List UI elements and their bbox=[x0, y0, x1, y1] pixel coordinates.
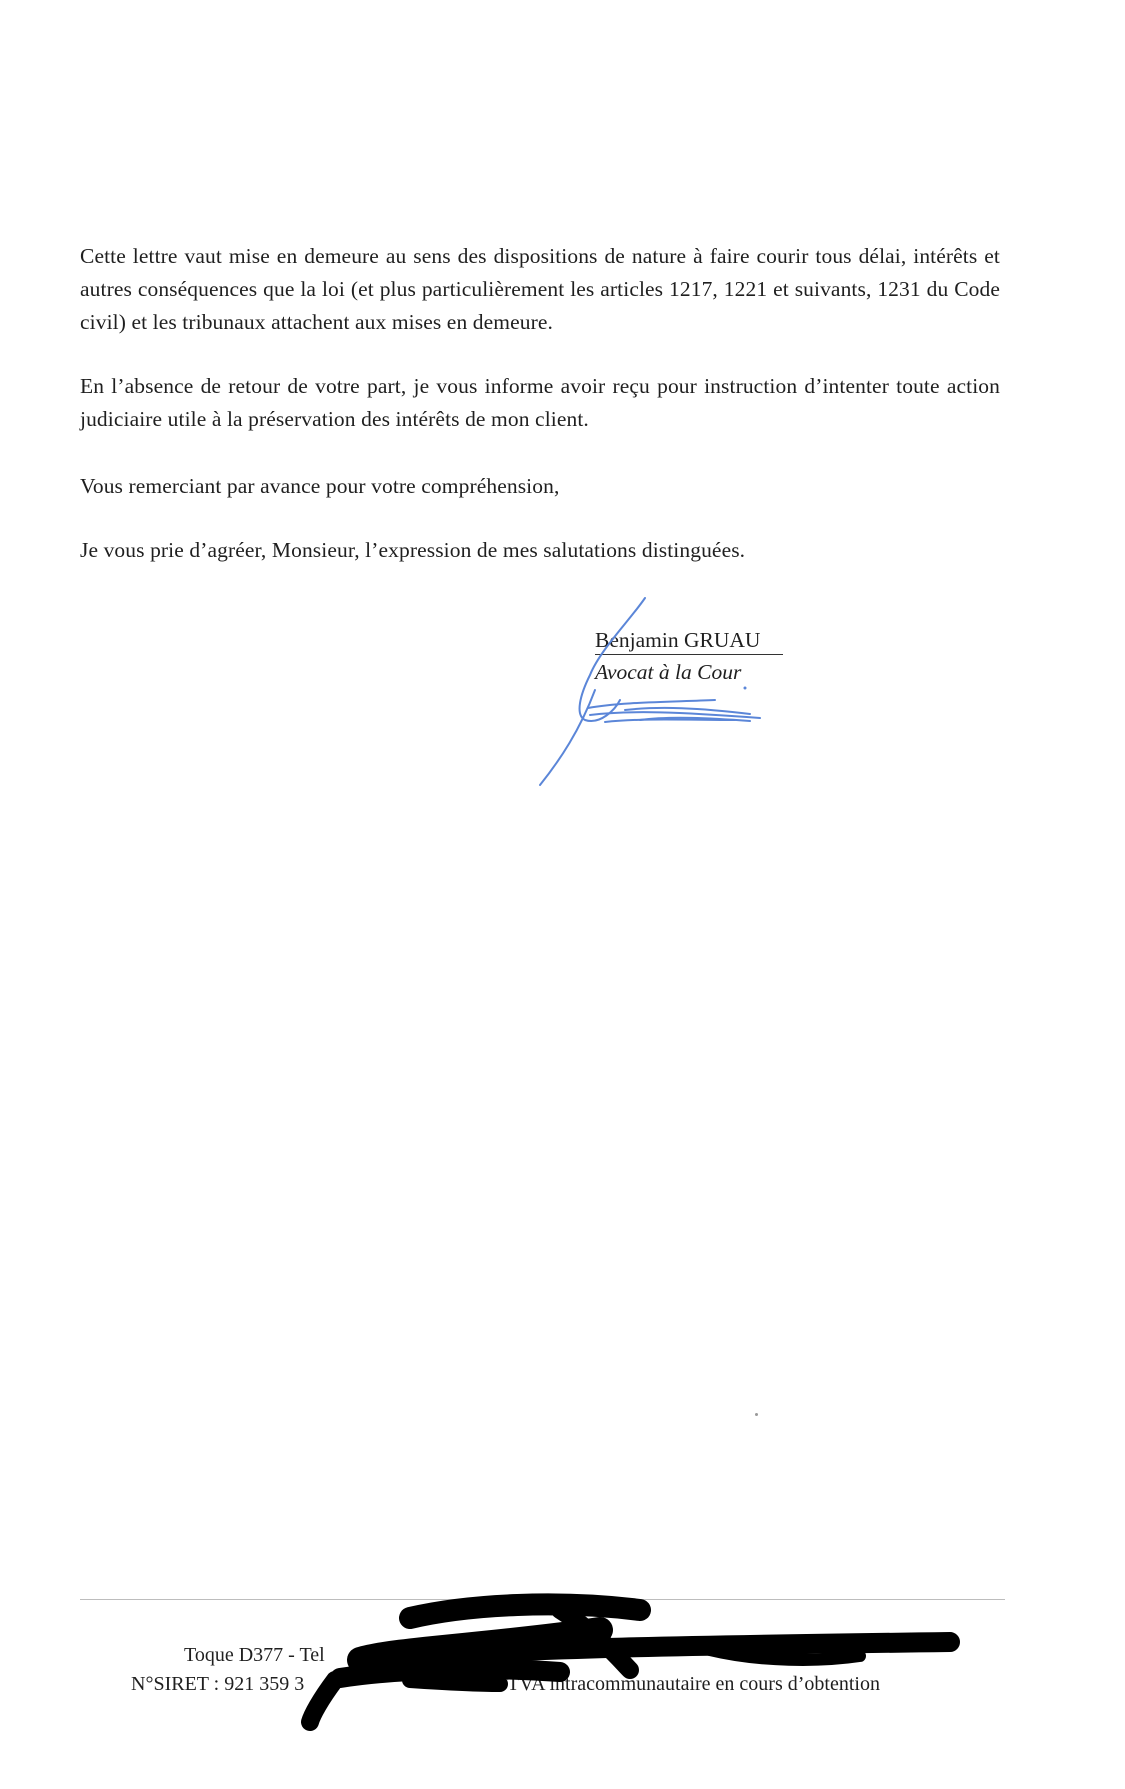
signatory-name: Benjamin GRUAU bbox=[595, 628, 761, 652]
footer-tva-text: N° TVA intracommunautaire en cours d’obtention bbox=[480, 1673, 880, 1695]
paragraph-closing: Je vous prie d’agréer, Monsieur, l’expression de mes salutations distinguées. bbox=[80, 538, 746, 562]
signatory-title: Avocat à la Cour bbox=[595, 660, 742, 684]
speck-dot bbox=[755, 1413, 758, 1416]
redaction-marks bbox=[300, 1590, 980, 1740]
paragraph-thanks: Vous remerciant par avance pour votre compréhension, bbox=[80, 474, 560, 498]
paragraph-legal-action: En l’absence de retour de votre part, je vous informe avoir reçu pour instruction d’intenter toute action judiciaire utile à la préservation des intérêts de mon client. bbox=[80, 374, 1000, 431]
handwritten-signature bbox=[520, 590, 780, 790]
footer-siret-line: N°SIRET : 921 359 3 bbox=[131, 1673, 305, 1695]
footer-contact-line: Toque D377 - Tel bbox=[184, 1644, 325, 1666]
paragraph-formal-notice: Cette lettre vaut mise en demeure au sens des dispositions de nature à faire courir tous délai, intérêts et autres conséquences que la loi (et plus particulièrement les articles 1217, 1221 et suivants, 1231 du Code civil) et les tribunaux attachent aux mises en demeure. bbox=[80, 244, 1000, 334]
